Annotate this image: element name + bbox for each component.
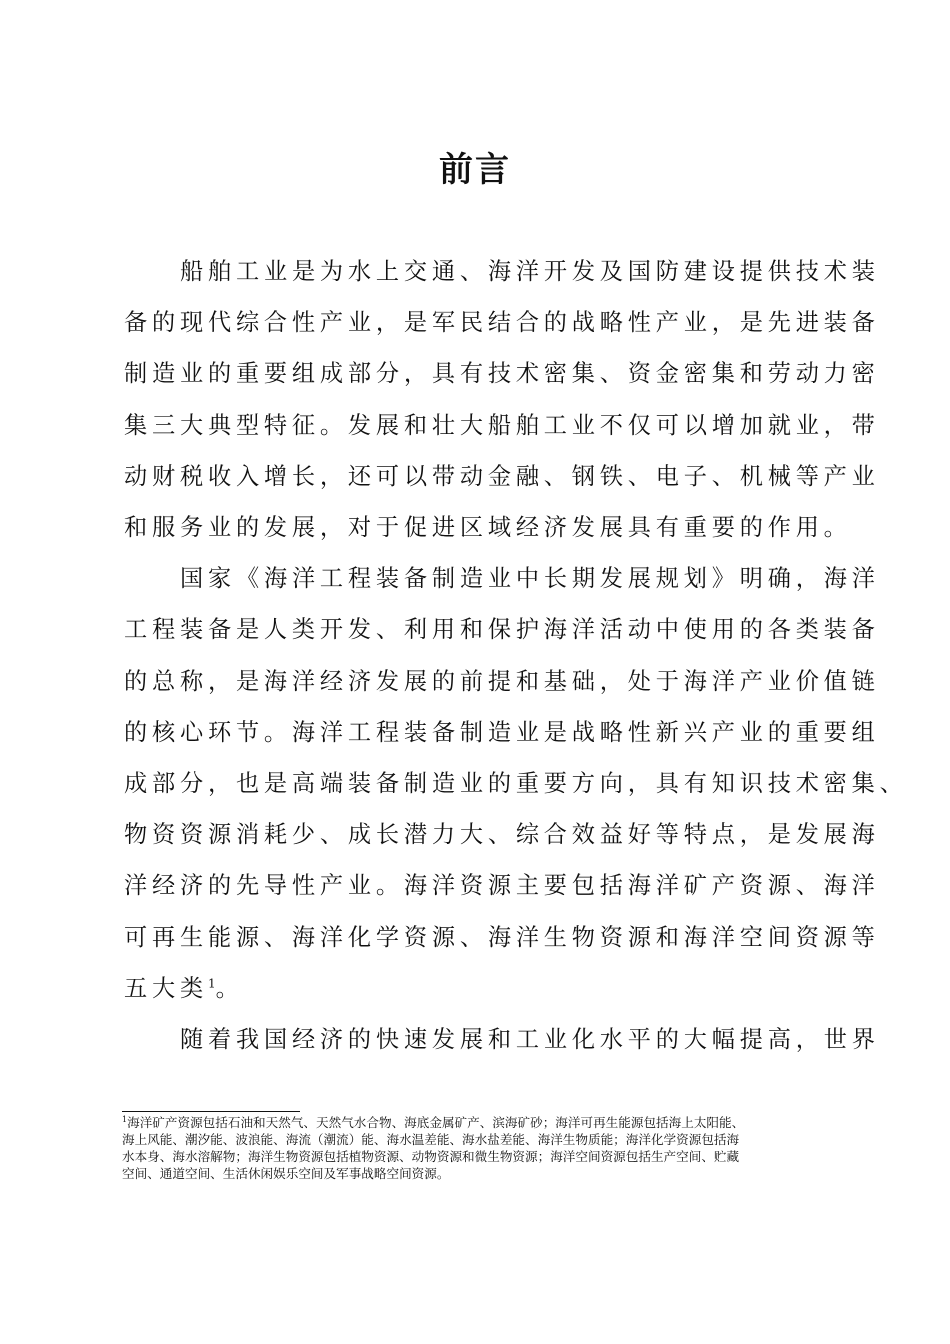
- paragraph-2-last-line: [124, 963, 828, 1014]
- footnote: [122, 1114, 834, 1182]
- paragraph-2-last-line-text: 五大类: [124, 974, 208, 1002]
- paragraph-2-line: 洋经济的先导性产业。海洋资源主要包括海洋矿产资源、海洋: [124, 872, 880, 900]
- paragraph-1-line: 船舶工业是为水上交通、海洋开发及国防建设提供技术装: [180, 258, 880, 285]
- paragraph-2-line: 的总称，是海洋经济发展的前提和基础，处于海洋产业价值链: [124, 667, 880, 695]
- footnote-separator: [122, 1111, 300, 1112]
- paragraph-1-line: 备的现代综合性产业，是军民结合的战略性产业，是先进装备: [124, 309, 880, 337]
- paragraph-2-line: 物资资源消耗少、成长潜力大、综合效益好等特点，是发展海: [124, 821, 880, 849]
- footnote-line: 海上风能、潮汐能、波浪能、海流（潮流）能、海水温差能、海水盐差能、海洋生物质能；海洋化学资源包括海: [122, 1132, 740, 1147]
- footnote-line: [122, 1114, 834, 1131]
- paragraph-2-line: 工程装备是人类开发、利用和保护海洋活动中使用的各类装备: [124, 616, 880, 644]
- paragraph-1-line: 集三大典型特征。发展和壮大船舶工业不仅可以增加就业，带: [124, 411, 880, 439]
- paragraph-1-line: 制造业的重要组成部分，具有技术密集、资金密集和劳动力密: [124, 360, 880, 388]
- paragraph-2-line: 的核心环节。海洋工程装备制造业是战略性新兴产业的重要组: [124, 718, 880, 746]
- footnote-reference[interactable]: 1: [207, 976, 216, 991]
- body-text: [124, 246, 908, 1065]
- paragraph-1-line: 动财税收入增长，还可以带动金融、钢铁、电子、机械等产业: [124, 462, 880, 490]
- paragraph-2-line: 可再生能源、海洋化学资源、海洋生物资源和海洋空间资源等: [124, 923, 880, 951]
- paragraph-2-last-line-end: 。: [215, 974, 244, 1002]
- paragraph-2-line: 国家《海洋工程装备制造业中长期发展规划》明确，海洋: [180, 565, 880, 593]
- footnote-line: 空间、通道空间、生活休闲娱乐空间及军事战略空间资源。: [122, 1166, 450, 1181]
- page-title: 前言: [439, 150, 511, 190]
- paragraph-1-line: 和服务业的发展，对于促进区域经济发展具有重要的作用。: [124, 514, 852, 542]
- footnote-line: 水本身、海水溶解物；海洋生物资源包括植物资源、动物资源和微生物资源；海洋空间资源包括生产空间、贮藏: [122, 1149, 740, 1164]
- paragraph-3-line: 随着我国经济的快速发展和工业化水平的大幅提高，世界: [180, 1026, 880, 1054]
- footnote-line-text: 海洋矿产资源包括石油和天然气、天然气水合物、海底金属矿产、滨海矿砂；海洋可再生能源包括海上太阳能、: [127, 1115, 745, 1130]
- footnote-mark: 1: [122, 1114, 128, 1124]
- paragraph-2-line: 成部分，也是高端装备制造业的重要方向，具有知识技术密集、: [124, 770, 908, 798]
